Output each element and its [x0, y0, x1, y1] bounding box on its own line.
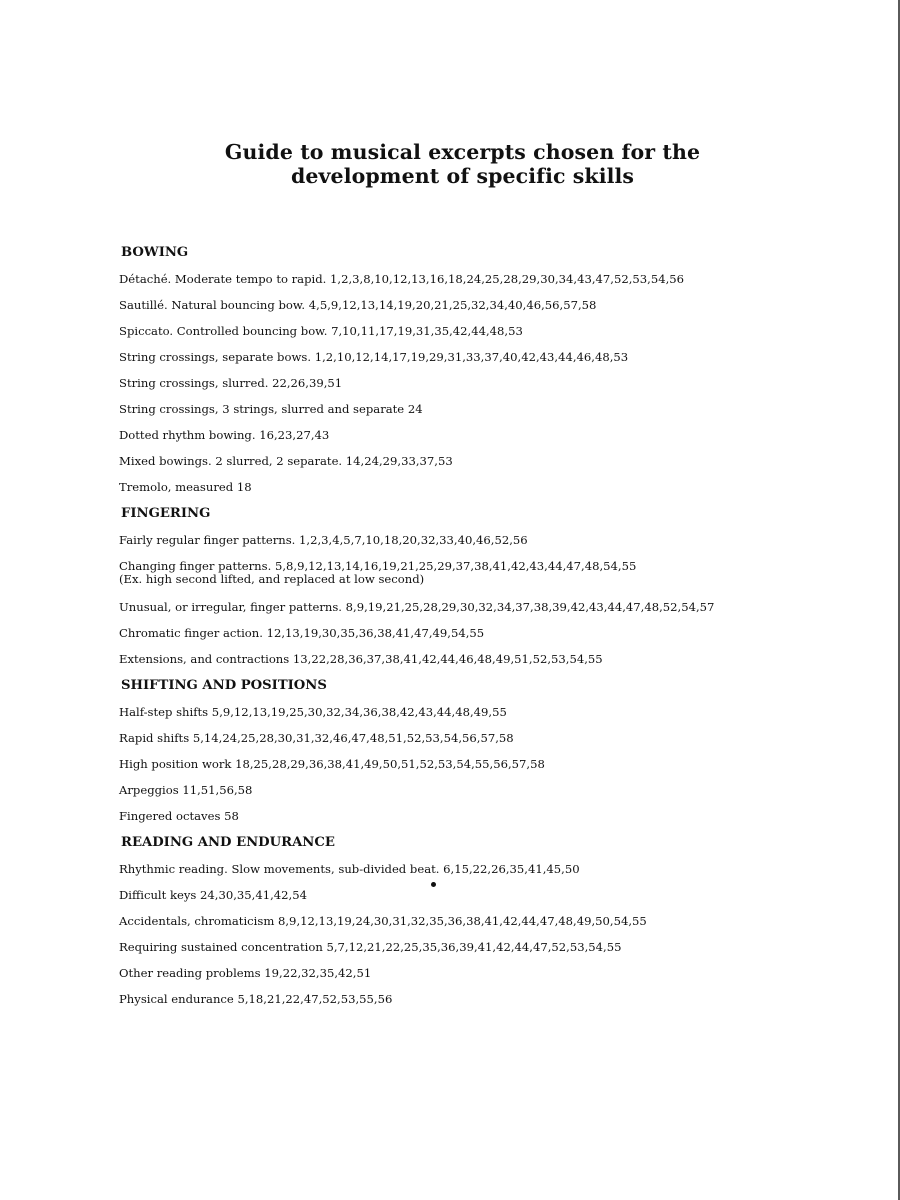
entry-extensions: Extensions, and contractions 13,22,28,36,37,38,41,42,44,46,48,49,51,52,53,54,55	[119, 652, 603, 666]
section-heading-bowing: BOWING	[121, 245, 189, 260]
entry-difficult-keys: Difficult keys 24,30,35,41,42,54	[119, 888, 307, 902]
entry-sustained-concentration: Requiring sustained concentration 5,7,12,21,22,25,35,36,39,41,42,44,47,52,53,54,55	[119, 940, 622, 954]
entry-irregular-patterns: Unusual, or irregular, finger patterns. 8,9,19,21,25,28,29,30,32,34,37,38,39,42,43,44,47,48,52,54,57	[119, 600, 715, 614]
section-heading-reading: READING AND ENDURANCE	[121, 835, 335, 850]
entry-changing-patterns-main: Changing finger patterns. 5,8,9,12,13,14,16,19,21,25,29,37,38,41,42,43,44,47,48,54,55	[119, 559, 637, 573]
title-line-2: development of specific skills	[290, 164, 635, 188]
entry-string-crossings-3-strings: String crossings, 3 strings, slurred and separate 24	[119, 402, 423, 416]
entry-chromatic-action: Chromatic finger action. 12,13,19,30,35,36,38,41,47,49,54,55	[119, 626, 485, 640]
entry-physical-endurance: Physical endurance 5,18,21,22,47,52,53,55,56	[119, 992, 393, 1006]
entry-spiccato: Spiccato. Controlled bouncing bow. 7,10,11,17,19,31,35,42,44,48,53	[119, 324, 523, 338]
entry-tremolo: Tremolo, measured 18	[119, 480, 252, 494]
entry-dotted-rhythm: Dotted rhythm bowing. 16,23,27,43	[119, 428, 330, 442]
entry-string-crossings-slurred: String crossings, slurred. 22,26,39,51	[119, 376, 343, 390]
entry-rhythmic-reading: Rhythmic reading. Slow movements, sub-divided beat. 6,15,22,26,35,41,45,50	[119, 862, 580, 876]
entry-detache: Détaché. Moderate tempo to rapid. 1,2,3,8,10,12,13,16,18,24,25,28,29,30,34,43,47,52,53,54,56	[119, 272, 685, 286]
ink-speck	[431, 882, 436, 887]
entry-fingered-octaves: Fingered octaves 58	[119, 809, 239, 823]
entry-regular-patterns: Fairly regular finger patterns. 1,2,3,4,5,7,10,18,20,32,33,40,46,52,56	[119, 533, 528, 547]
entry-arpeggios: Arpeggios 11,51,56,58	[119, 783, 253, 797]
entry-half-step-shifts: Half-step shifts 5,9,12,13,19,25,30,32,34,36,38,42,43,44,48,49,55	[119, 705, 507, 719]
entry-sautille: Sautillé. Natural bouncing bow. 4,5,9,12,13,14,19,20,21,25,32,34,40,46,56,57,58	[119, 298, 597, 312]
entry-changing-patterns	[119, 560, 636, 586]
entry-other-reading: Other reading problems 19,22,32,35,42,51	[119, 966, 372, 980]
skills-guide	[121, 0, 881, 1200]
entry-string-crossings-separate: String crossings, separate bows. 1,2,10,12,14,17,19,29,31,33,37,40,42,43,44,46,48,53	[119, 350, 629, 364]
entry-changing-patterns-note: (Ex. high second lifted, and replaced at low second)	[119, 572, 425, 586]
entry-accidentals: Accidentals, chromaticism 8,9,12,13,19,24,30,31,32,35,36,38,41,42,44,47,48,49,50,54,55	[119, 914, 647, 928]
entry-mixed-bowings: Mixed bowings. 2 slurred, 2 separate. 14,24,29,33,37,53	[119, 454, 453, 468]
entry-rapid-shifts: Rapid shifts 5,14,24,25,28,30,31,32,46,47,48,51,52,53,54,56,57,58	[119, 731, 514, 745]
title-line-1: Guide to musical excerpts chosen for the	[224, 140, 701, 164]
entry-high-position: High position work 18,25,28,29,36,38,41,49,50,51,52,53,54,55,56,57,58	[119, 757, 545, 771]
section-heading-fingering: FINGERING	[121, 506, 211, 521]
section-heading-shifting: SHIFTING AND POSITIONS	[121, 678, 327, 693]
